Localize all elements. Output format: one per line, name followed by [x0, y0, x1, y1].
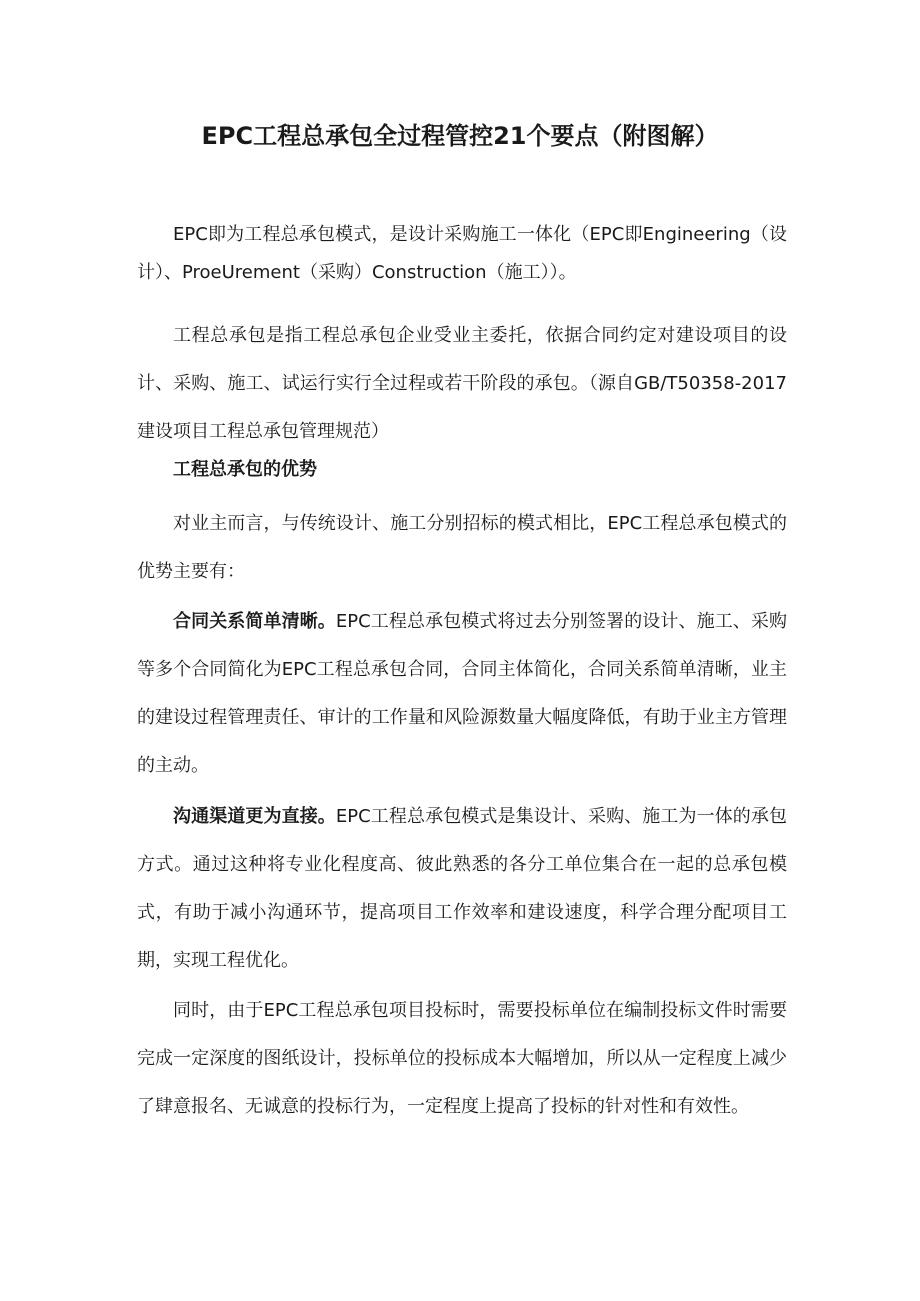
paragraph-text: 工程总承包是指工程总承包企业受业主委托，依据合同约定对建设项目的设计、采购、施工、试运行实行全过程或若干阶段的承包。（源自GB/T50358-2017建设项目工程总承包管理规范） [137, 325, 787, 442]
paragraph-owner-perspective [137, 500, 787, 596]
paragraph-text: EPC工程总承包模式是集设计、采购、施工为一体的承包方式。通过这种将专业化程度高、彼此熟悉的各分工单位集合在一起的总承包模式，有助于减小沟通环节，提高项目工作效率和建设速度，科学合理分配项目工期，实现工程优化。 [137, 806, 788, 971]
paragraph-general-contracting-definition [137, 312, 787, 456]
paragraph-contract-relation [137, 598, 787, 790]
paragraph-lead: 合同关系简单清晰。 [173, 611, 336, 632]
paragraph-communication [137, 793, 787, 985]
paragraph-text: 同时，由于EPC工程总承包项目投标时，需要投标单位在编制投标文件时需要完成一定深度的图纸设计，投标单位的投标成本大幅增加，所以从一定程度上减少了肆意报名、无诚意的投标行为，一定程度上提高了投标的针对性和有效性。 [137, 1000, 787, 1117]
paragraph-text: EPC即为工程总承包模式，是设计采购施工一体化（EPC即Engineering（设计）、ProeUrement（采购）Construction（施工））。 [137, 224, 787, 283]
paragraph-bidding [137, 987, 787, 1131]
section-heading-advantages [137, 455, 787, 485]
section-heading-text: 工程总承包的优势 [173, 459, 317, 480]
paragraph-lead: 沟通渠道更为直接。 [173, 806, 336, 827]
document-title: EPC工程总承包全过程管控21个要点（附图解） [201, 122, 719, 150]
paragraph-epc-definition [137, 216, 787, 292]
paragraph-text: EPC工程总承包模式将过去分别签署的设计、施工、采购等多个合同简化为EPC工程总承包合同，合同主体简化，合同关系简单清晰，业主的建设过程管理责任、审计的工作量和风险源数量大幅度降低，有助于业主方管理的主动。 [137, 611, 788, 776]
paragraph-text: 对业主而言，与传统设计、施工分别招标的模式相比，EPC工程总承包模式的优势主要有： [137, 513, 787, 582]
